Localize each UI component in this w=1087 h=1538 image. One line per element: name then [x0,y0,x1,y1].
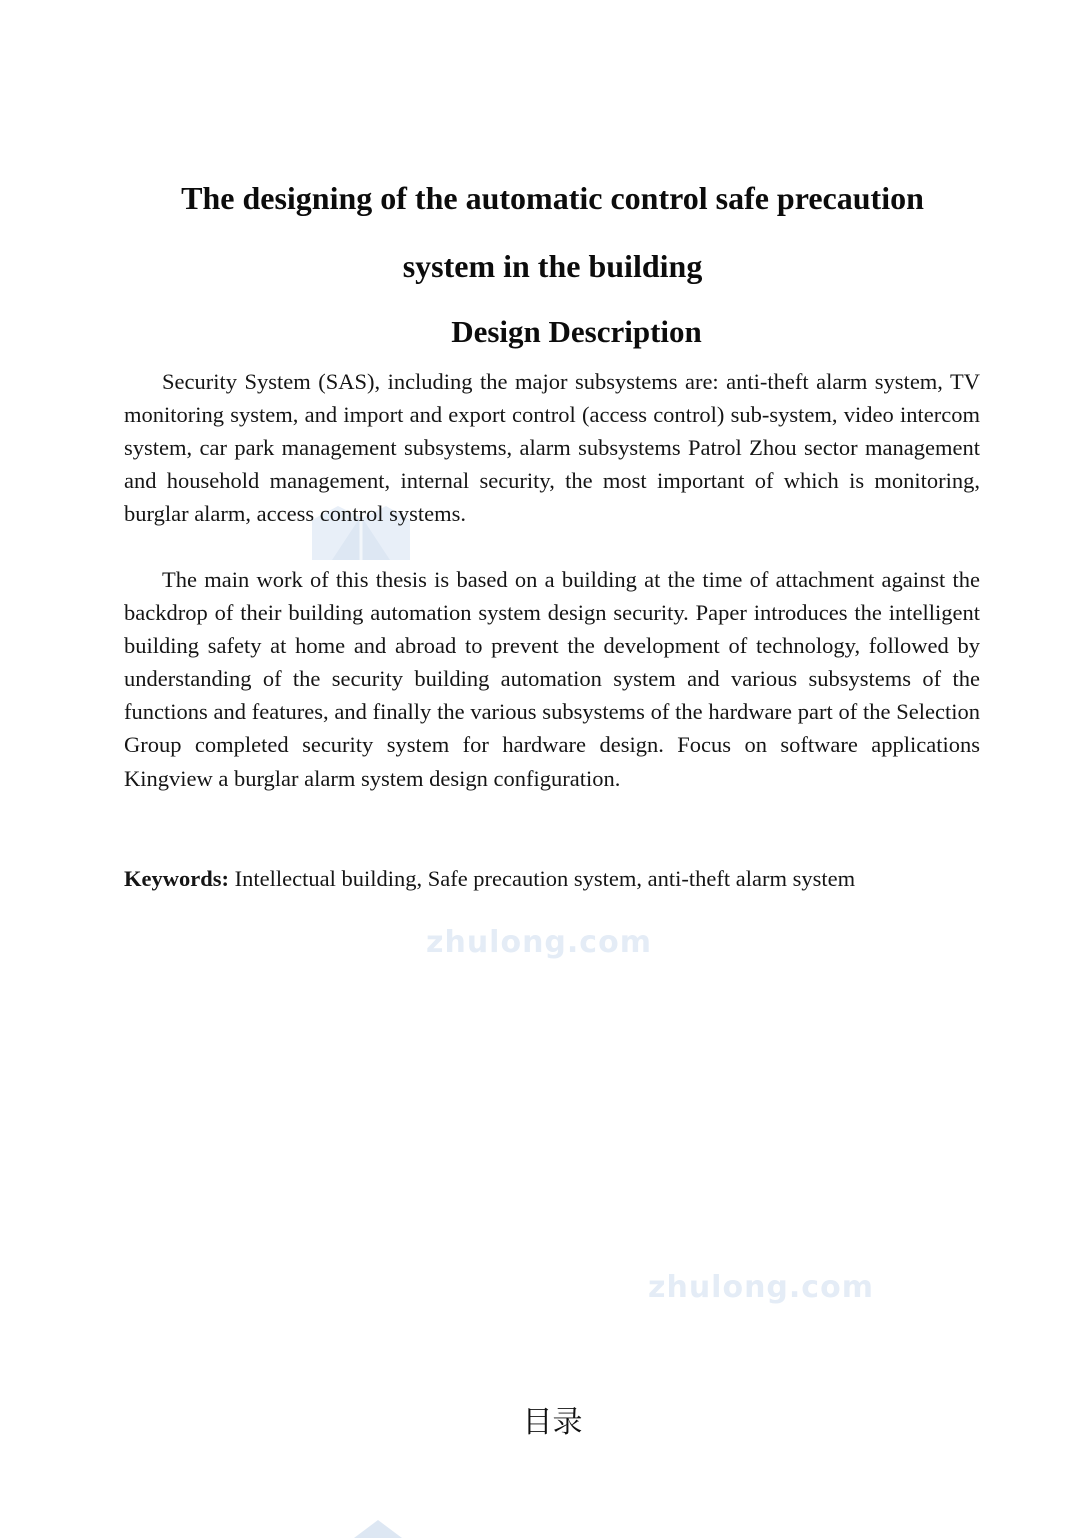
document-title-line-1: The designing of the automatic control safe precaution [181,180,924,216]
section-heading: Design Description [451,314,702,349]
watermark-text: zhulong.com [648,1270,874,1305]
toc-heading: 目录 [522,1405,583,1440]
document-title-line-2: system in the building [402,248,703,284]
paragraph: Security System (SAS), including the major subsystems are: anti-theft alarm system, TV monitoring system, and import and export control (access control) sub-system, video intercom system, car park management subsystems, alarm subsystems Patrol Zhou sector management and household management, internal security, the most important of which is monitoring, burglar alarm, access control systems. [124,369,980,527]
watermark-logo-icon [350,1518,406,1538]
watermark-text: zhulong.com [426,925,652,960]
keywords-text: Intellectual building, Safe precaution system, anti-theft alarm system [229,866,856,891]
keywords-label: Keywords: [124,866,229,891]
paragraph: The main work of this thesis is based on a building at the time of attachment against the backdrop of their building automation system design security. Paper introduces the intelligent building safety at home and abroad to prevent the development of technology, followed by understanding of the security building automation system and various subsystems of the functions and features, and finally the various subsystems of the hardware part of the Selection Group completed security system for hardware design. Focus on software applications Kingview a burglar alarm system design configuration. [124,567,980,791]
keywords-line [124,862,1004,895]
